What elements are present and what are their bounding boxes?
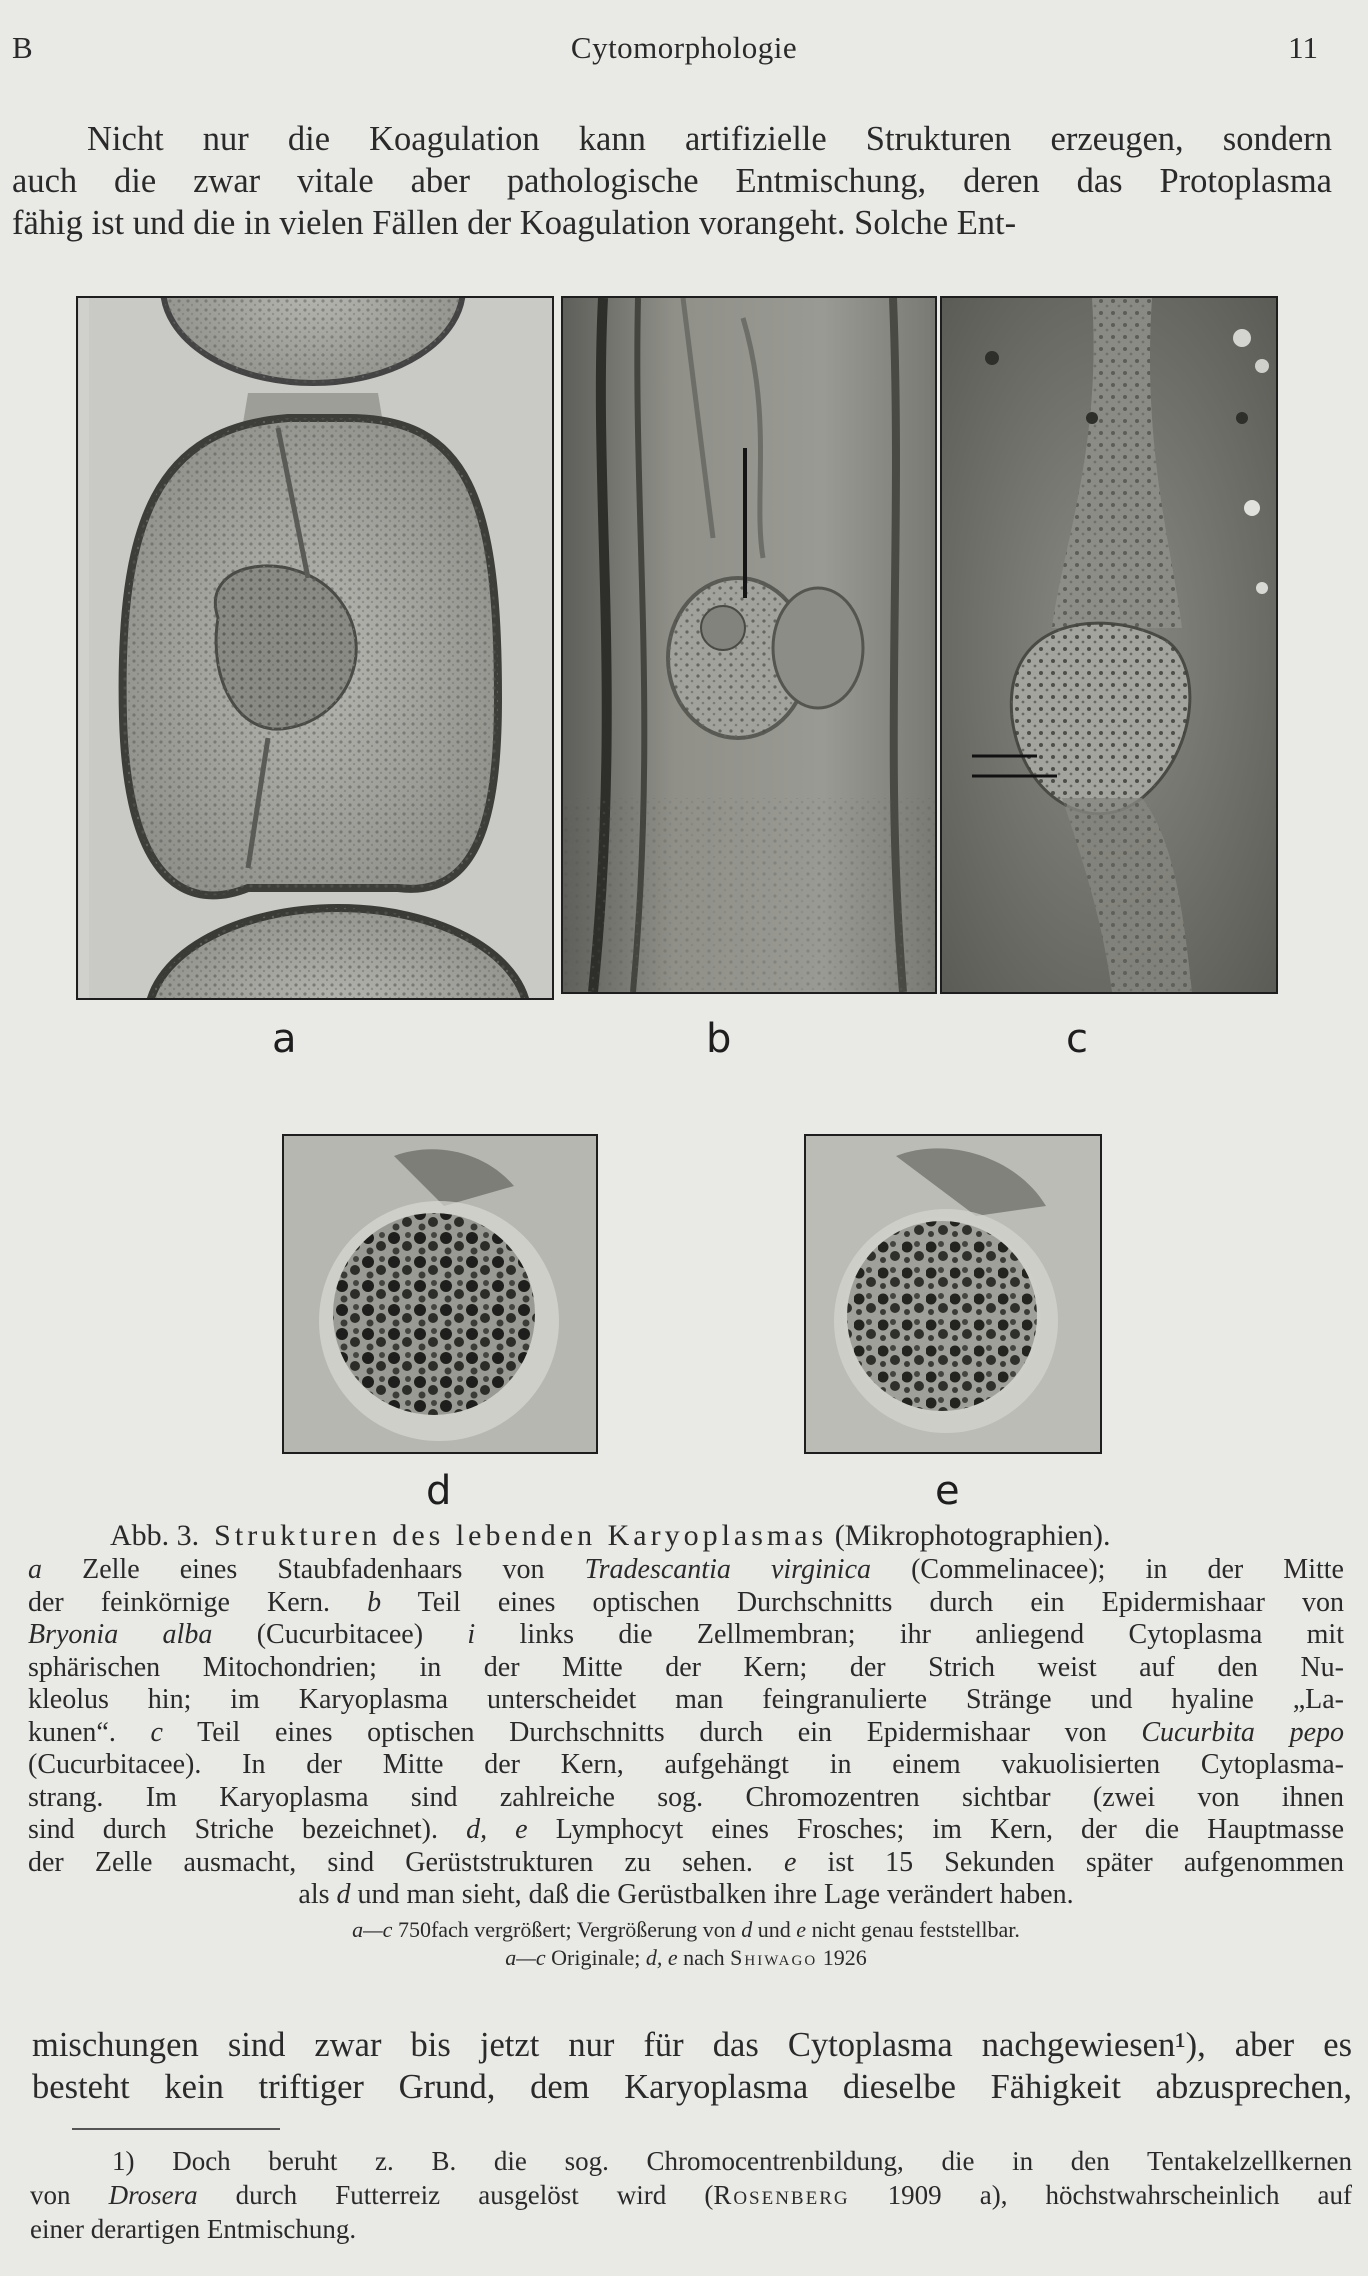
photo-c-cucurbita-hair xyxy=(940,296,1278,994)
caption-line: der Zelle ausmacht, sind Gerüststrukturen zu sehen. e ist 15 Sekunden später aufgenommen xyxy=(28,1846,1344,1878)
photo-e-lymphocyte-later xyxy=(804,1134,1102,1454)
caption-note-magnification: a—c 750fach vergrößert; Vergrößerung von d und e nicht genau feststellbar. xyxy=(352,1916,1020,1942)
footnote-line: einer derartigen Entmischung. xyxy=(30,2214,357,2244)
paragraph-line: auch die zwar vitale aber pathologische Entmischung, deren das Protoplasma xyxy=(12,162,1332,200)
caption-line: als d und man sieht, daß die Gerüstbalken ihre Lage verändert haben. xyxy=(298,1879,1074,1910)
photo-b-bryonia-hair xyxy=(561,296,937,994)
figure-label-b: b xyxy=(706,1016,732,1062)
figure-label-d: d xyxy=(426,1468,452,1514)
header-section-letter: B xyxy=(12,30,33,65)
caption-note-source: a—c Originale; d, e nach Shiwago 1926 xyxy=(505,1944,867,1970)
paragraph-line: besteht kein triftiger Grund, dem Karyoplasma dieselbe Fähigkeit abzusprechen, xyxy=(32,2068,1352,2106)
figure-caption xyxy=(28,1518,1344,1972)
caption-line: Bryonia alba (Cucurbitacee) i links die Zellmembran; ihr anliegend Cytoplasma mit xyxy=(28,1619,1344,1650)
bottom-paragraph xyxy=(32,2024,1352,2108)
footnote-line: von Drosera durch Futterreiz ausgelöst wird (Rosenberg 1909 a), höchstwahrscheinlich auf xyxy=(30,2180,1352,2210)
caption-line: a Zelle eines Staubfadenhaars von Tradescantia virginica (Commelinacee); in der Mitte xyxy=(28,1554,1344,1585)
caption-line: (Cucurbitacee). In der Mitte der Kern, aufgehängt in einem vakuolisierten Cytoplasma- xyxy=(28,1749,1344,1780)
caption-line: strang. Im Karyoplasma sind zahlreiche sog. Chromozentren sichtbar (zwei von ihnen xyxy=(28,1781,1344,1813)
photo-a-staminal-hair-cell xyxy=(76,296,554,1000)
header-title: Cytomorphologie xyxy=(570,30,798,65)
paragraph-line: mischungen sind zwar bis jetzt nur für das Cytoplasma nachgewiesen¹), aber es xyxy=(32,2026,1352,2064)
paragraph-line: fähig ist und die in vielen Fällen der Koagulation vorangeht. Solche Ent- xyxy=(12,204,1017,242)
footnote-rule xyxy=(72,2128,280,2130)
figure-label-c: c xyxy=(1066,1016,1088,1062)
caption-line: kleolus hin; im Karyoplasma unterscheidet man feingranulierte Stränge und hyaline „La- xyxy=(28,1684,1344,1715)
footnote-line: 1) Doch beruht z. B. die sog. Chromocentrenbildung, die in den Tentakelzellkernen xyxy=(112,2146,1352,2176)
caption-line: der feinkörnige Kern. b Teil eines optischen Durchschnitts durch ein Epidermishaar von xyxy=(28,1586,1344,1618)
photo-d-lymphocyte xyxy=(282,1134,598,1454)
figure-label-a: a xyxy=(272,1016,297,1062)
footnote xyxy=(30,2144,1352,2246)
caption-heading: Abb. 3. Strukturen des lebenden Karyoplasmas (Mikrophotographien). xyxy=(110,1519,1111,1552)
caption-line: kunen“. c Teil eines optischen Durchschnitts durch ein Epidermishaar von Cucurbita pepo xyxy=(28,1716,1344,1748)
footnote-marker: 1) xyxy=(112,2146,135,2176)
page-number: 11 xyxy=(1288,30,1318,65)
figure-label-e: e xyxy=(935,1468,960,1514)
caption-line: sphärischen Mitochondrien; in der Mitte der Kern; der Strich weist auf den Nu- xyxy=(28,1651,1344,1683)
paragraph-line: Nicht nur die Koagulation kann artifizielle Strukturen erzeugen, sondern xyxy=(87,120,1332,158)
top-paragraph xyxy=(12,118,1332,244)
caption-line: sind durch Striche bezeichnet). d, e Lymphocyt eines Frosches; im Kern, der die Hauptmasse xyxy=(28,1814,1344,1845)
